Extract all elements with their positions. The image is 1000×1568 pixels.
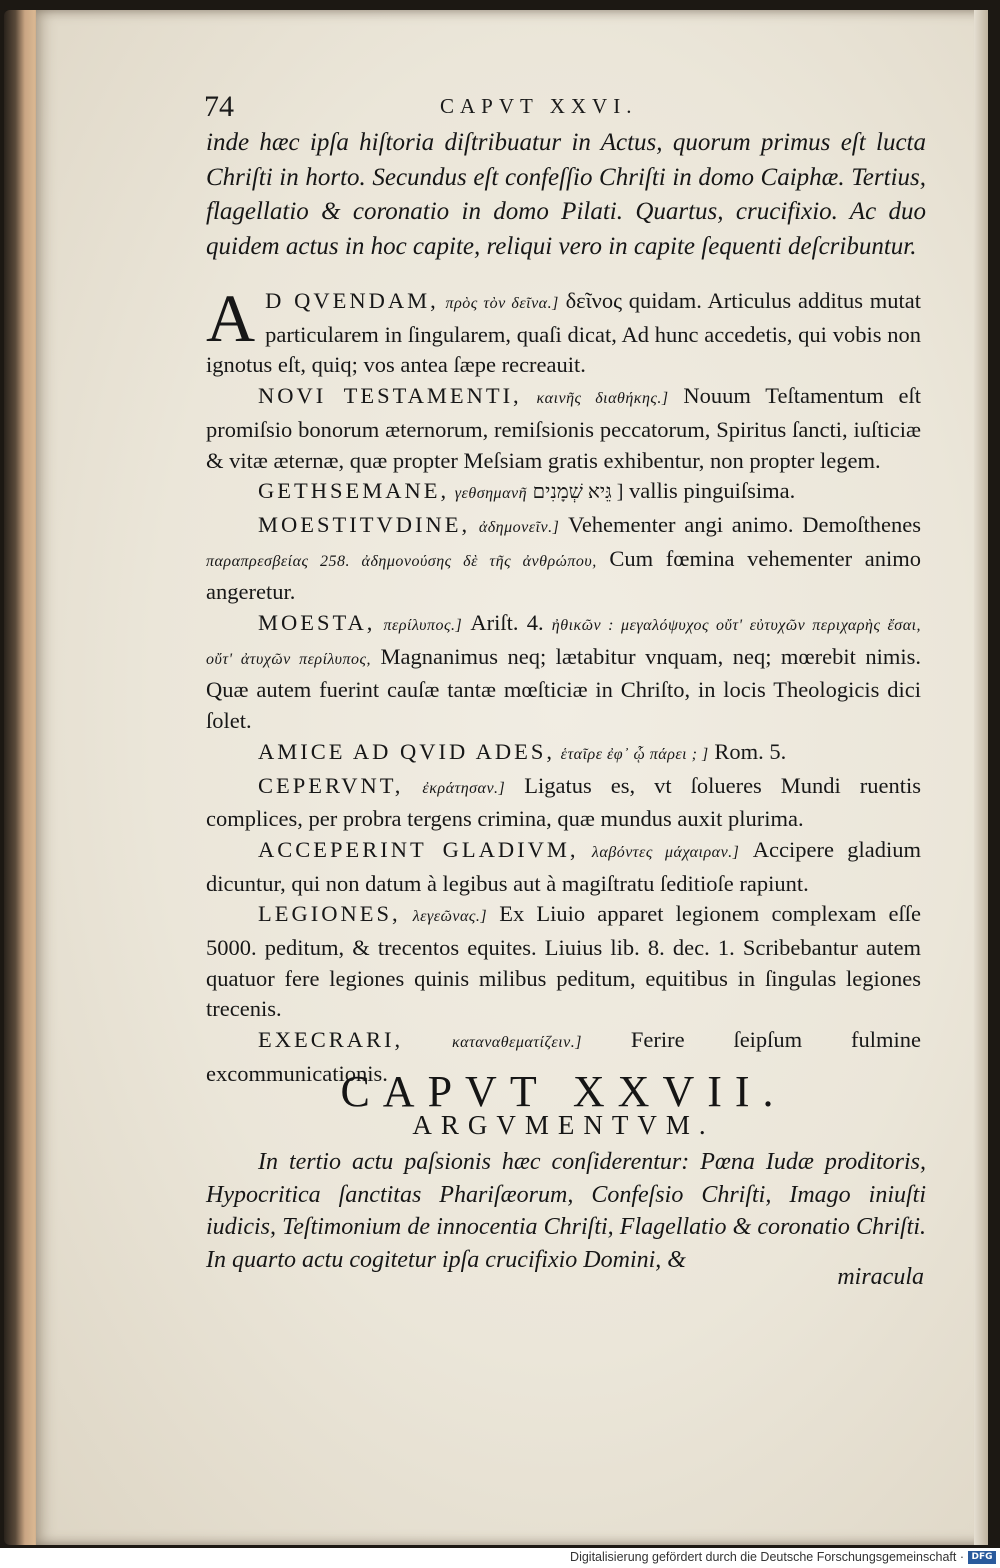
intro-paragraph <box>206 126 926 264</box>
note-text: Ex Liuio apparet legionem complexam eſſe 5000. peditum, & trecentos equites. Liuius lib. 8. dec. 1. Scribebantur autem quatuor fere legiones quinis milibus peditum, equitibus in ſingulas legiones trecenis. <box>206 901 922 1022</box>
note-lemma: D QVENDAM, <box>265 288 439 313</box>
dfg-logo-icon: DFG <box>968 1551 996 1564</box>
note-text-continued: Magnanimus neq; lætabitur vnquam, neq; mœrebit nimis. Quæ autem fuerint cauſæ tantæ mœſticiæ in Chriſto, in locis Theologicis dici ſolet. <box>206 643 922 734</box>
drop-cap: A <box>206 280 256 356</box>
argument-text: In tertio actu paſsionis hæc conſiderentur: Pœna Iudæ proditoris, Hypocritica ſanctitas Phariſæorum, Confeſsio Chriſti, Imago iniuſti iudicis, Teſtimonium de innocentia Chriſti, Flagellatio & coronatio Chriſti. In quarto actu cogitetur ipſa crucifixio Domini, & <box>206 1149 926 1273</box>
note-text: δεῖνος quidam. Articulus additus mutat particularem in ſingularem, quaſi dicat, Ad hunc accedetis, qui vobis non ignotus eſt, quiq; vos antea ſæpe recreauit. <box>206 288 921 378</box>
note-lemma: MOESTITVDINE, <box>258 511 471 537</box>
note-greek: ἑταῖρε ἐφ᾽ ᾧ πάρει ; ] <box>560 745 709 763</box>
note-moestitudine <box>206 510 921 608</box>
note-greek: καταναθεματίζειν.] <box>451 1034 583 1052</box>
note-lemma: CEPERVNT, <box>258 772 404 798</box>
note-lemma: GETHSEMANE, <box>258 478 450 504</box>
note-lemma: LEGIONES, <box>258 901 401 927</box>
catchword: miracula <box>837 1264 924 1290</box>
note-text: vallis pinguiſsima. <box>629 478 796 504</box>
note-text: Accipere gladium dicuntur, qui non datum à legibus aut à magiſtratu ſeditioſe rapiunt. <box>206 836 922 896</box>
note-greek: γεθσημανῆ <box>454 485 528 503</box>
note-lemma: ACCEPERINT GLADIVM, <box>258 836 579 862</box>
note-greek: καινῆς διαθήκης.] <box>536 390 669 408</box>
note-text: Rom. 5. <box>714 738 787 764</box>
note-text-continued: Cum fœmina vehementer animo angeretur. <box>206 545 922 605</box>
page-edge <box>974 10 988 1545</box>
note-greek: λεγεῶνας.] <box>412 908 488 926</box>
note-ad-quendam <box>206 280 921 381</box>
note-text: Vehementer angi animo. Demoſthenes <box>568 511 922 537</box>
note-gethsemane <box>206 476 921 510</box>
running-head: CAPVT XXVI. <box>440 94 638 118</box>
note-greek-quote: παραπρεσβείας 258. ἀδημονούσης δὲ τῆς ἀνθρώπου, <box>206 552 597 570</box>
note-greek-quote: ἠθικῶν : μεγαλόψυχος οὔτ' εὐτυχῶν περιχαρὴς ἔσαι, οὔτ' ἀτυχῶν περίλυπος, <box>206 617 922 668</box>
note-legiones <box>206 899 921 1025</box>
note-greek: περίλυπος.] <box>383 617 463 635</box>
argument-paragraph <box>206 1146 926 1276</box>
note-acceperint-gladium <box>206 835 921 899</box>
footer-credit: Digitalisierung gefördert durch die Deutsche Forschungsgemeinschaft · <box>570 1550 964 1564</box>
note-moesta <box>206 608 921 737</box>
note-lemma: MOESTA, <box>258 610 376 636</box>
argument-heading: ARGVMENTVM. <box>412 1110 715 1140</box>
note-greek: πρὸς τὸν δεῖνα.] <box>445 295 559 312</box>
note-text: Ferire ſeipſum fulmine excommunicationis. <box>206 1027 922 1086</box>
note-text: Ligatus es, vt ſolueres Mundi ruentis complices, per probra tergens crimina, quæ mundus auxit plurima. <box>206 772 922 832</box>
chapter-title: CAPVT XXVII. <box>340 1067 787 1116</box>
intro-text: inde hæc ipſa hiſtoria diſtribuatur in Actus, quorum primus eſt lucta Chriſti in horto. Secundus eſt confeſſio Chriſti in domo Caiphæ. Tertius, flagellatio & coronatio in domo Pilati. Quartus, crucifixio. Ac duo quidem actus in hoc capite, reliqui vero in capite ſequenti deſcribuntur. <box>206 129 926 260</box>
digitization-footer <box>0 1548 1000 1568</box>
page-number: 74 <box>204 90 234 123</box>
note-greek: ἀδημονεῖν.] <box>478 518 560 536</box>
note-text: Nouum Teſtamentum eſt promiſsio bonorum æternorum, remiſsionis peccatorum, Spiritus ſancti, iuſticiæ & vitæ æternæ, quæ propter Meſsiam gratis exhibentur, non propter legem. <box>206 383 921 473</box>
note-novi-testamenti <box>206 381 921 476</box>
page-header <box>204 90 884 124</box>
note-greek: λαβόντες μάχαιραν.] <box>591 843 740 861</box>
note-hebrew: גֵּיא שְׁמָנִים ] <box>532 481 624 504</box>
note-lemma: AMICE AD QVID ADES, <box>258 738 556 764</box>
note-amice <box>206 737 921 771</box>
note-greek: ἐκράτησαν.] <box>422 779 506 797</box>
note-lemma: EXECRARI, <box>258 1027 404 1053</box>
note-ceperunt <box>206 771 921 835</box>
note-text: Ariſt. 4. <box>470 610 544 636</box>
commentary-notes <box>206 280 922 1090</box>
note-lemma: NOVI TESTAMENTI, <box>258 383 522 409</box>
